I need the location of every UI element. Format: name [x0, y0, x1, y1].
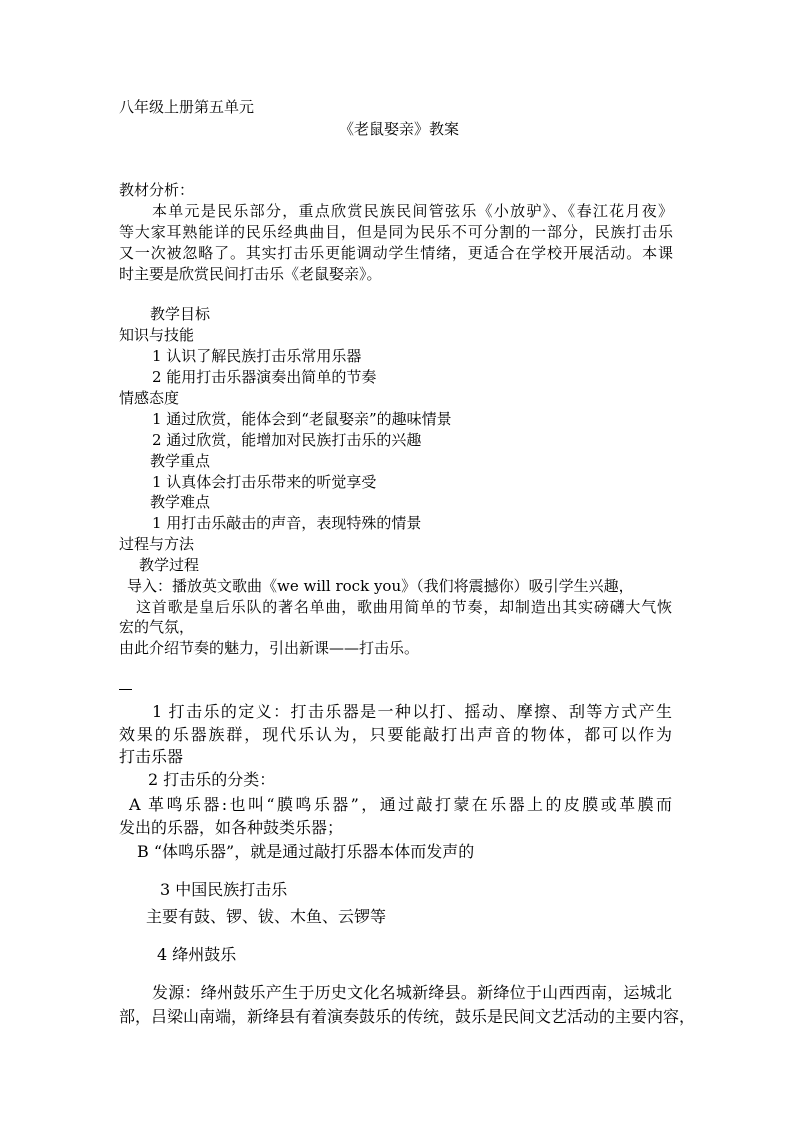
definition-line: 打击乐器	[119, 747, 184, 766]
unit-label: 八年级上册第五单元	[119, 98, 255, 116]
analysis-line: 等大家耳熟能详的民乐经典曲目，但是同为民乐不可分割的一部分，民族打击乐	[119, 223, 673, 241]
class-a-line: 发出的乐器，如各种鼓类乐器；	[119, 818, 344, 837]
attitude-heading: 情感态度	[119, 389, 180, 407]
document-title: 《老鼠娶亲》教案	[339, 120, 460, 138]
separator-dash	[119, 689, 132, 690]
method-heading: 过程与方法	[119, 535, 195, 553]
jiangzhou-heading: 4 绛州鼓乐	[157, 945, 237, 964]
goals-heading: 教学目标	[150, 305, 211, 323]
knowledge-item: 1 认识了解民族打击乐常用乐器	[152, 347, 362, 365]
attitude-item: 1 通过欣赏，能体会到“老鼠娶亲”的趣味情景	[152, 410, 452, 428]
knowledge-heading: 知识与技能	[119, 326, 195, 344]
attitude-item: 2 通过欣赏，能增加对民族打击乐的兴趣	[152, 431, 422, 449]
definition-line: 效果的乐器族群，现代乐认为，只要能敲打出声音的物体，都可以作为	[119, 725, 672, 744]
chinese-percussion-heading: 3 中国民族打击乐	[160, 880, 288, 899]
intro-line: 导入：播放英文歌曲《we will rock you》（我们将震撼你）吸引学生兴趣，	[127, 577, 634, 595]
difficulty-item: 1 用打击乐敲击的声音，表现特殊的情景	[152, 514, 422, 532]
origin-line: 部，吕梁山南端，新绛县有着演奏鼓乐的传统，鼓乐是民间文艺活动的主要内容，	[119, 1007, 696, 1026]
analysis-heading: 教材分析：	[119, 181, 195, 199]
intro-line: 由此介绍节奏的魅力，引出新课——打击乐。	[119, 639, 420, 657]
analysis-line: 时主要是欣赏民间打击乐《老鼠娶亲》。	[119, 265, 382, 283]
key-heading: 教学重点	[150, 452, 211, 470]
knowledge-item: 2 能用打击乐器演奏出简单的节奏	[152, 368, 377, 386]
classification-heading: 2 打击乐的分类：	[148, 770, 276, 789]
class-b-line: B “体鸣乐器”，就是通过敲打乐器本体而发声的	[137, 842, 475, 861]
chinese-percussion-text: 主要有鼓、锣、钹、木鱼、云锣等	[146, 907, 387, 926]
origin-line: 发源：绛州鼓乐产生于历史文化名城新绛县。新绛位于山西西南，运城北	[152, 983, 672, 1002]
definition-line: 1 打击乐的定义：打击乐器是一种以打、摇动、摩擦、刮等方式产生	[152, 702, 672, 721]
process-heading: 教学过程	[139, 556, 200, 574]
class-a-line: A 革鸣乐器:也叫“膜鸣乐器”，通过敲打蒙在乐器上的皮膜或革膜而	[129, 795, 672, 814]
analysis-line: 又一次被忽略了。其实打击乐更能调动学生情绪，更适合在学校开展活动。本课	[119, 244, 673, 262]
analysis-line: 本单元是民乐部分，重点欣赏民族民间管弦乐《小放驴》、《春江花月夜》	[152, 202, 673, 220]
difficulty-heading: 教学难点	[150, 493, 211, 511]
key-item: 1 认真体会打击乐带来的听觉享受	[152, 473, 377, 491]
intro-line: 宏的气氛，	[119, 618, 195, 636]
intro-line: 这首歌是皇后乐队的著名单曲，歌曲用简单的节奏，却制造出其实磅礴大气恢	[136, 598, 672, 616]
